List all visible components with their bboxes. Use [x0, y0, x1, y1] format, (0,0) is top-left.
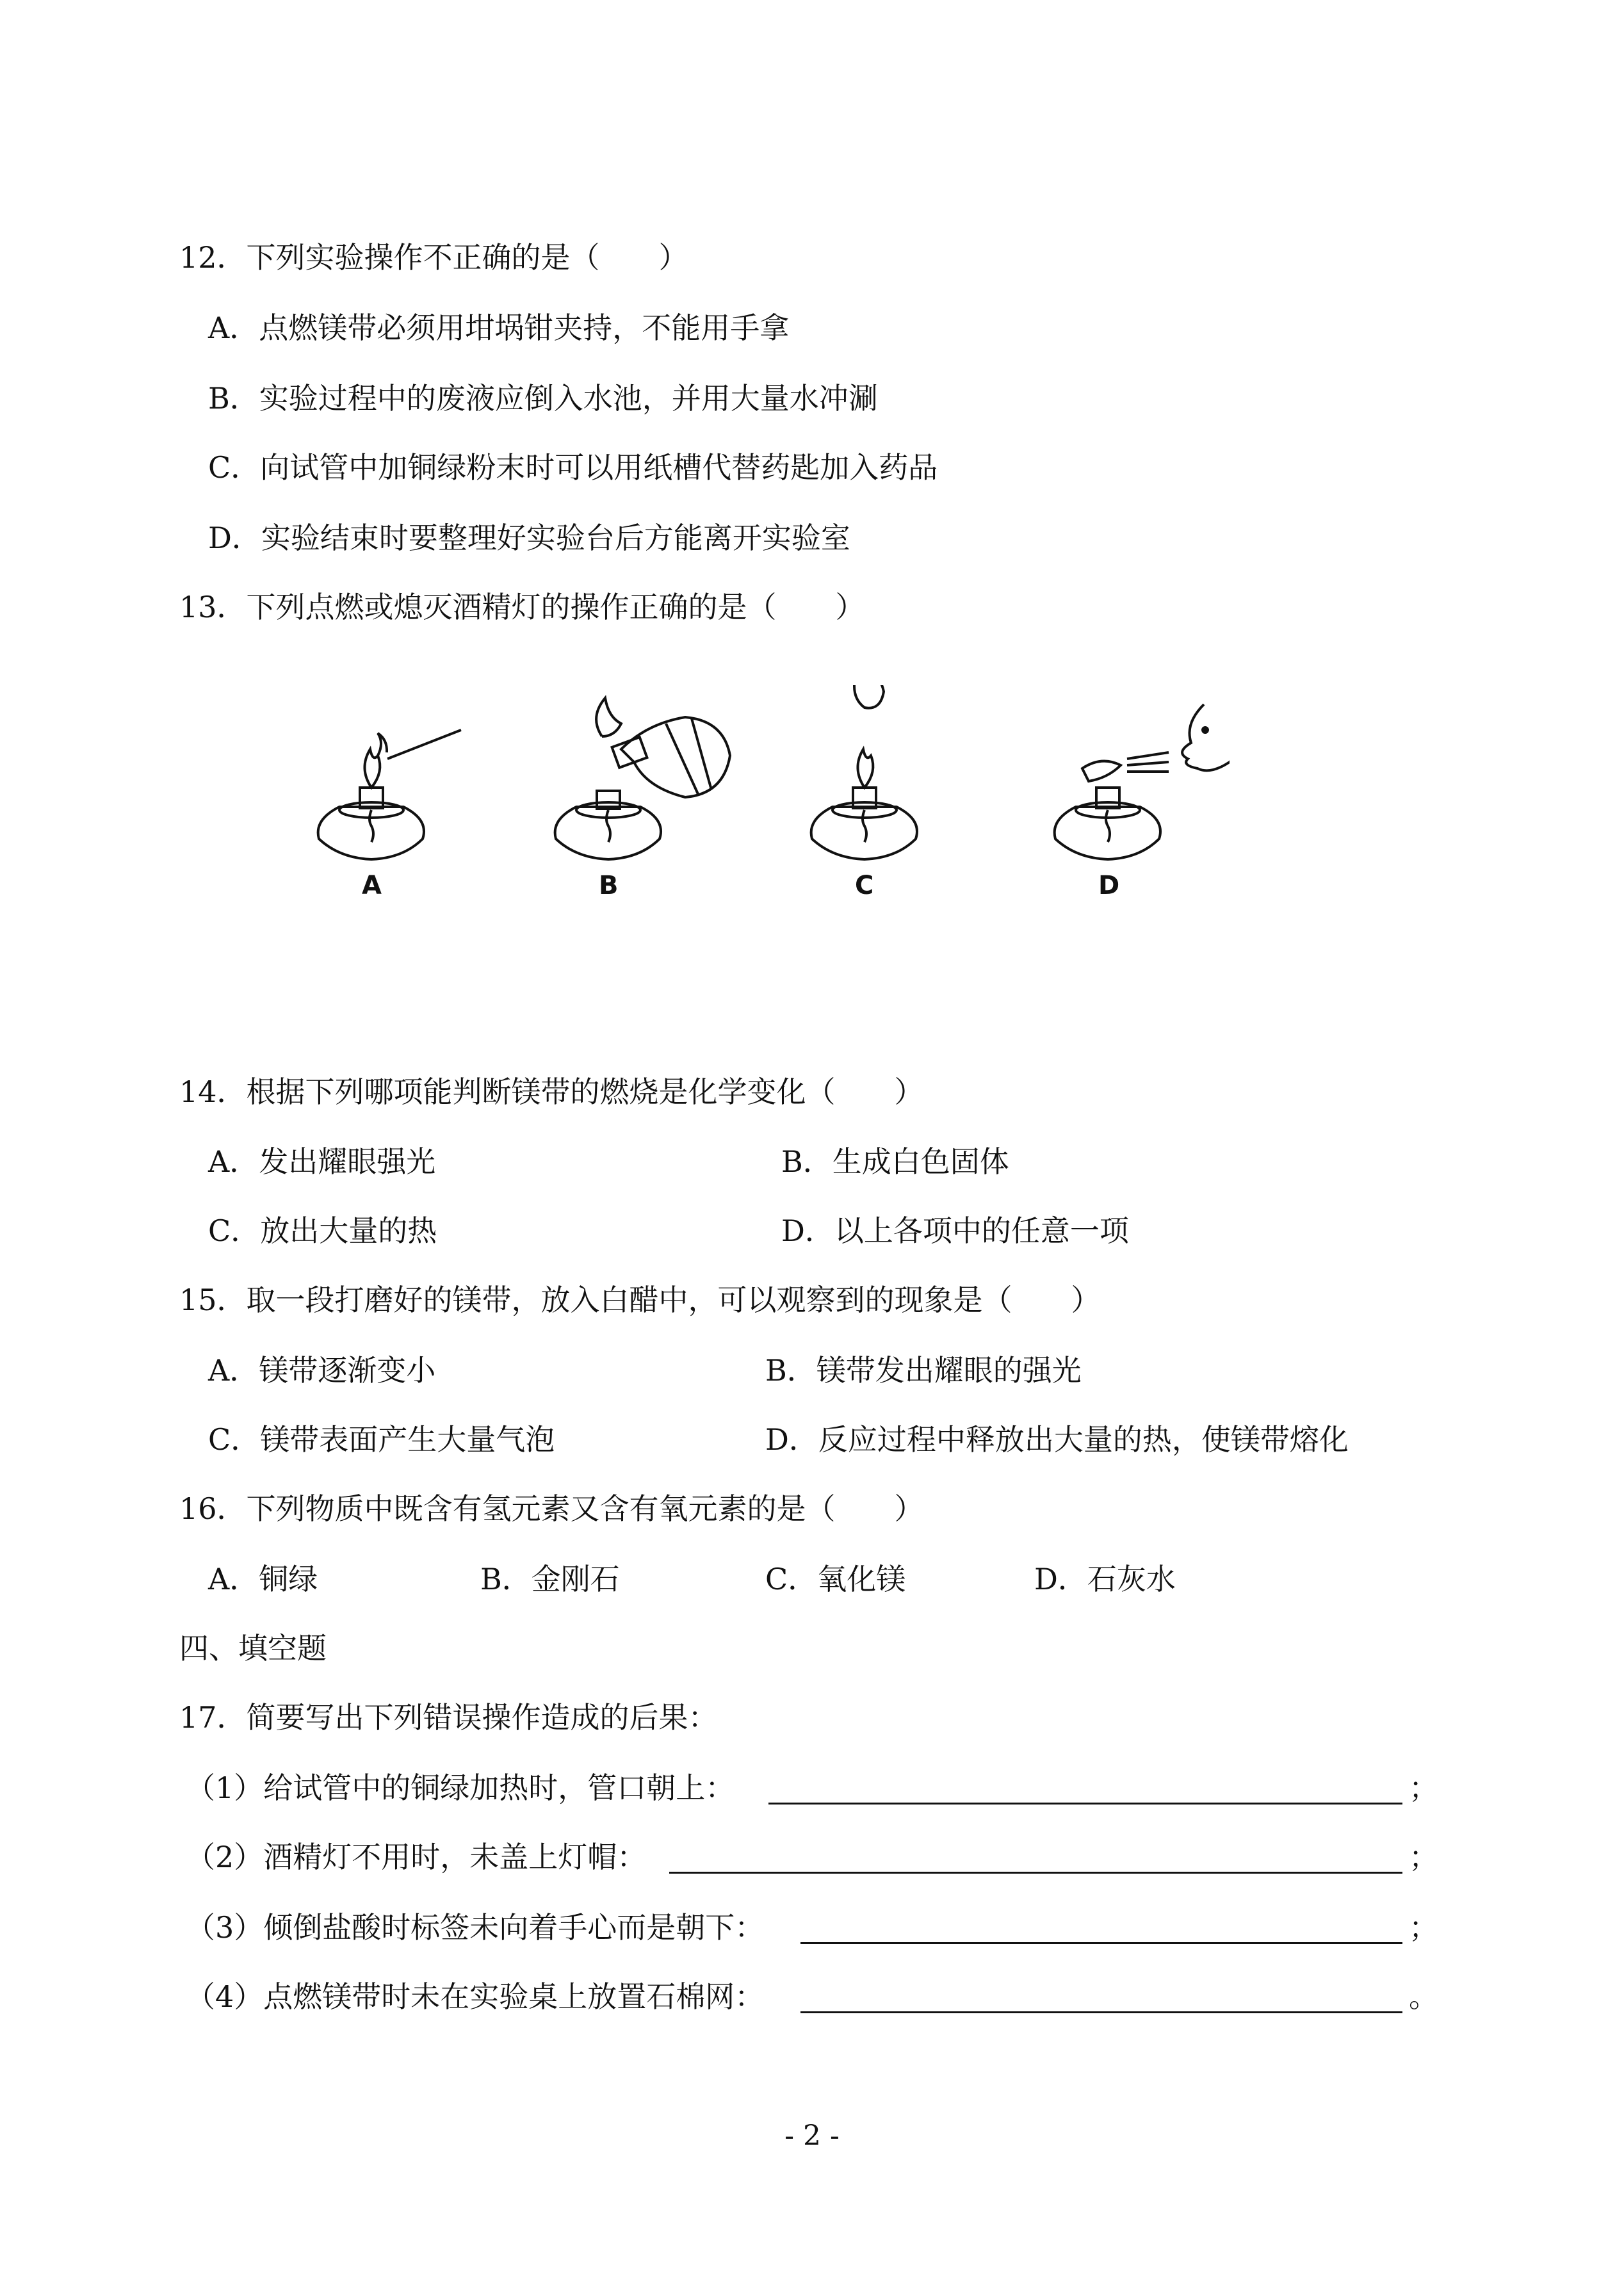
q12-stem: 12．下列实验操作不正确的是（ ） — [179, 240, 688, 275]
q15-option-b: B．镁带发出耀眼的强光 — [765, 1353, 1082, 1388]
q12-option-a: A．点燃镁带必须用坩埚钳夹持，不能用手拿 — [208, 311, 790, 345]
q17-item-4-end: 。 — [1409, 1979, 1438, 2014]
q16-option-d: D．石灰水 — [1034, 1562, 1176, 1596]
q14-stem: 14．根据下列哪项能判断镁带的燃烧是化学变化（ ） — [179, 1075, 924, 1109]
q16-option-c: C．氧化镁 — [765, 1562, 906, 1596]
q17-answer-blank-1[interactable] — [768, 1803, 1402, 1804]
figure-label-b: B — [599, 871, 619, 900]
lamp-c-icon — [811, 685, 917, 859]
q17-answer-blank-4[interactable] — [800, 2011, 1402, 2013]
q17-item-1: （1）给试管中的铜绿加热时，管口朝上： — [186, 1771, 735, 1805]
q17-item-3-end: ； — [1409, 1910, 1438, 1945]
alcohol-lamp-drawings — [301, 685, 1230, 896]
q17-answer-blank-2[interactable] — [669, 1872, 1402, 1874]
q13-stem: 13．下列点燃或熄灭酒精灯的操作正确的是（ ） — [179, 590, 865, 624]
q17-item-2: （2）酒精灯不用时，未盖上灯帽： — [186, 1840, 647, 1874]
q17-answer-blank-3[interactable] — [800, 1942, 1402, 1944]
figure-label-c: C — [855, 871, 874, 900]
q17-item-2-end: ； — [1409, 1840, 1438, 1874]
q17-stem: 17．简要写出下列错误操作造成的后果： — [179, 1700, 718, 1735]
q17-item-1-end: ； — [1409, 1771, 1438, 1805]
q17-item-4: （4）点燃镁带时未在实验桌上放置石棉网： — [186, 1979, 765, 2014]
q15-option-d: D．反应过程中释放出大量的热，使镁带熔化 — [765, 1422, 1349, 1457]
alcohol-lamp-figure — [301, 685, 1230, 916]
q15-stem: 15．取一段打磨好的镁带，放入白醋中，可以观察到的现象是（ ） — [179, 1283, 1101, 1317]
q14-option-d: D．以上各项中的任意一项 — [781, 1213, 1129, 1248]
q12-option-d: D．实验结束时要整理好实验台后方能离开实验室 — [208, 521, 850, 555]
q15-option-a: A．镁带逐渐变小 — [208, 1353, 436, 1388]
figure-label-d: D — [1098, 871, 1120, 900]
lamp-d-icon — [1055, 704, 1230, 859]
lamp-b-icon — [555, 698, 730, 859]
q12-option-c: C．向试管中加铜绿粉末时可以用纸槽代替药匙加入药品 — [208, 450, 938, 485]
q16-option-b: B．金刚石 — [480, 1562, 620, 1596]
q14-option-a: A．发出耀眼强光 — [208, 1144, 436, 1179]
q17-item-3: （3）倾倒盐酸时标签未向着手心而是朝下： — [186, 1910, 765, 1945]
q16-option-a: A．铜绿 — [208, 1562, 318, 1596]
section-title: 四、填空题 — [179, 1631, 327, 1666]
q14-option-c: C．放出大量的热 — [208, 1213, 437, 1248]
lamp-a-icon — [318, 730, 461, 859]
q14-option-b: B．生成白色固体 — [781, 1144, 1009, 1179]
page-number: - 2 - — [784, 2120, 840, 2152]
figure-label-a: A — [362, 871, 382, 900]
q15-option-c: C．镁带表面产生大量气泡 — [208, 1422, 555, 1457]
q12-option-b: B．实验过程中的废液应倒入水池，并用大量水冲涮 — [208, 381, 878, 416]
q16-stem: 16．下列物质中既含有氢元素又含有氧元素的是（ ） — [179, 1491, 924, 1526]
